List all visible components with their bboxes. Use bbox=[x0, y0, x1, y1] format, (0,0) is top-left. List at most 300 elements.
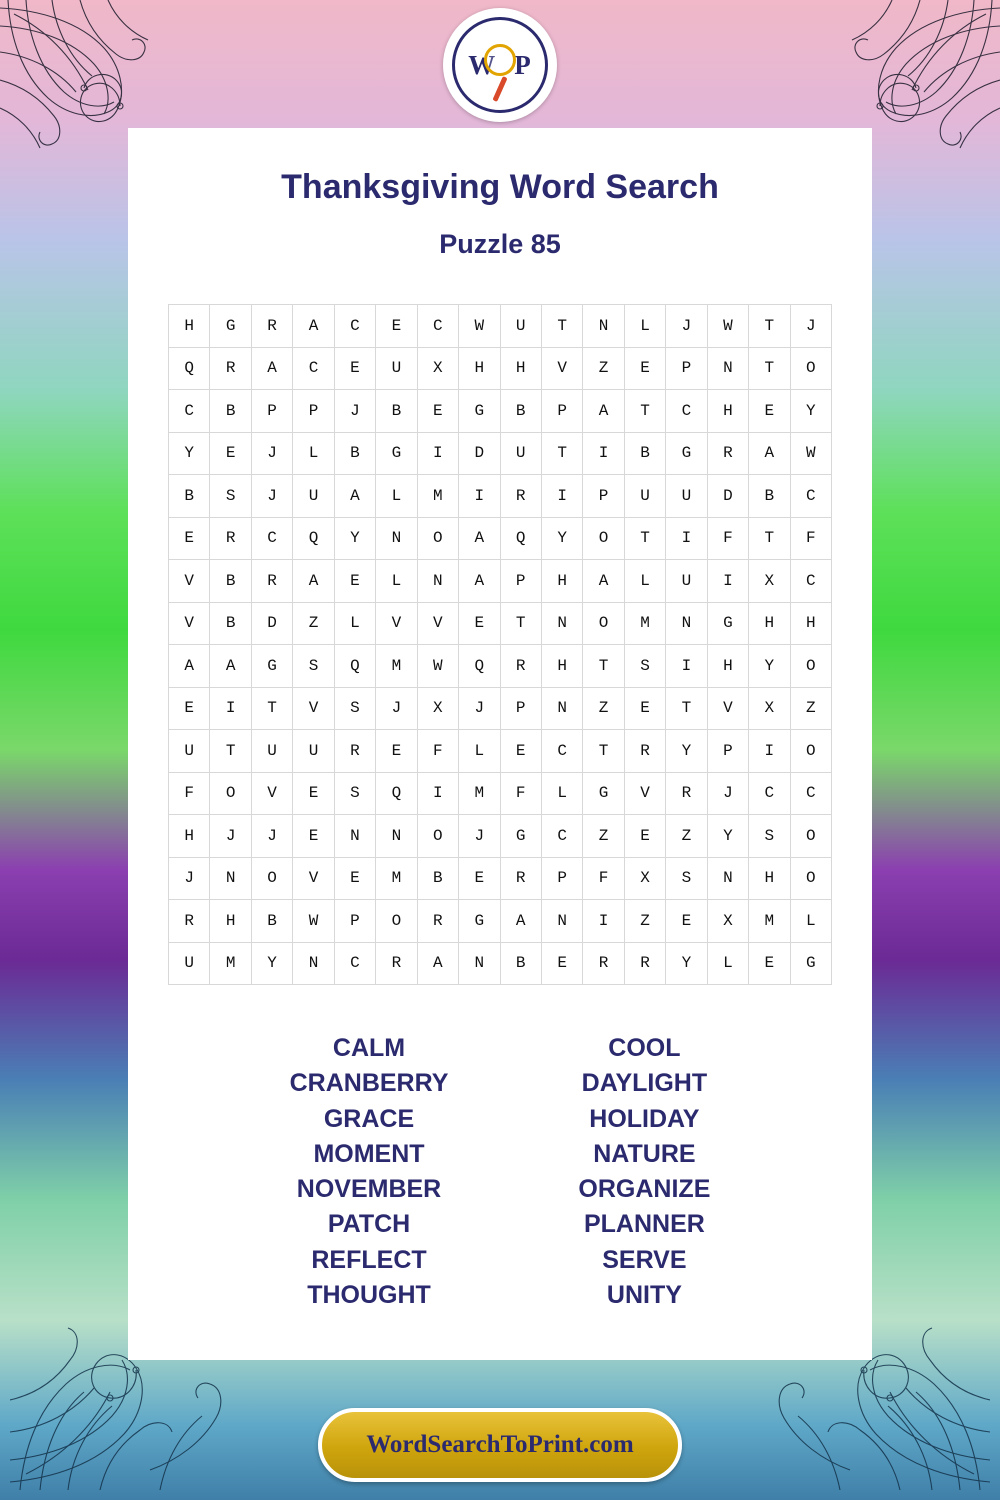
grid-cell[interactable]: S bbox=[334, 687, 375, 730]
grid-cell[interactable]: P bbox=[500, 560, 541, 603]
grid-cell[interactable]: V bbox=[293, 857, 334, 900]
grid-cell[interactable]: H bbox=[541, 645, 582, 688]
grid-cell[interactable]: I bbox=[583, 432, 624, 475]
grid-row bbox=[169, 645, 832, 688]
grid-cell[interactable]: R bbox=[210, 517, 251, 560]
grid-cell[interactable]: E bbox=[624, 815, 665, 858]
grid-cell[interactable]: S bbox=[334, 772, 375, 815]
grid-row bbox=[169, 560, 832, 603]
grid-cell[interactable]: C bbox=[790, 560, 831, 603]
grid-cell[interactable]: L bbox=[624, 560, 665, 603]
grid-cell[interactable]: H bbox=[790, 602, 831, 645]
grid-row bbox=[169, 305, 832, 348]
word-list-item: CALM bbox=[332, 1034, 406, 1062]
grid-cell[interactable]: T bbox=[749, 305, 790, 348]
grid-cell[interactable]: C bbox=[541, 730, 582, 773]
grid-cell[interactable]: R bbox=[376, 942, 417, 985]
grid-cell[interactable]: N bbox=[541, 900, 582, 943]
grid-cell[interactable]: A bbox=[334, 475, 375, 518]
grid-cell[interactable]: C bbox=[334, 305, 375, 348]
grid-cell[interactable]: B bbox=[749, 475, 790, 518]
grid-cell[interactable]: A bbox=[293, 305, 334, 348]
grid-cell[interactable]: T bbox=[624, 390, 665, 433]
word-list-column-right bbox=[578, 1035, 710, 1308]
grid-cell[interactable]: Y bbox=[169, 432, 210, 475]
grid-cell[interactable]: Q bbox=[169, 347, 210, 390]
grid-cell[interactable]: R bbox=[251, 305, 292, 348]
grid-cell[interactable]: J bbox=[334, 390, 375, 433]
grid-cell[interactable]: V bbox=[541, 347, 582, 390]
grid-cell[interactable]: V bbox=[169, 560, 210, 603]
grid-cell[interactable]: O bbox=[790, 645, 831, 688]
grid-row bbox=[169, 942, 832, 985]
grid-cell[interactable]: P bbox=[293, 390, 334, 433]
grid-cell[interactable]: T bbox=[541, 432, 582, 475]
word-list-item: SERVE bbox=[602, 1245, 687, 1274]
grid-cell[interactable]: E bbox=[749, 390, 790, 433]
grid-cell[interactable]: L bbox=[541, 772, 582, 815]
grid-cell[interactable]: F bbox=[500, 772, 541, 815]
grid-row bbox=[169, 432, 832, 475]
grid-cell[interactable]: N bbox=[376, 517, 417, 560]
grid-cell[interactable]: R bbox=[334, 730, 375, 773]
grid-row bbox=[169, 772, 832, 815]
grid-cell[interactable]: E bbox=[293, 772, 334, 815]
grid-cell[interactable]: N bbox=[707, 857, 748, 900]
word-list-item: GRACE bbox=[323, 1104, 415, 1133]
grid-cell[interactable]: T bbox=[749, 347, 790, 390]
grid-cell[interactable]: N bbox=[210, 857, 251, 900]
grid-cell[interactable]: E bbox=[417, 390, 458, 433]
grid-cell[interactable]: O bbox=[417, 517, 458, 560]
grid-cell[interactable]: A bbox=[459, 560, 500, 603]
grid-cell[interactable]: A bbox=[210, 645, 251, 688]
grid-cell[interactable]: C bbox=[293, 347, 334, 390]
grid-cell[interactable]: J bbox=[376, 687, 417, 730]
grid-cell[interactable]: J bbox=[251, 475, 292, 518]
grid-cell[interactable]: E bbox=[624, 687, 665, 730]
grid-cell[interactable]: Z bbox=[583, 347, 624, 390]
grid-cell[interactable]: Z bbox=[666, 815, 707, 858]
grid-cell[interactable]: N bbox=[459, 942, 500, 985]
grid-cell[interactable]: Z bbox=[624, 900, 665, 943]
grid-cell[interactable]: I bbox=[417, 772, 458, 815]
grid-cell[interactable]: M bbox=[459, 772, 500, 815]
grid-cell[interactable]: M bbox=[624, 602, 665, 645]
word-list-item: REFLECT bbox=[311, 1245, 427, 1274]
grid-cell[interactable]: H bbox=[707, 645, 748, 688]
grid-cell[interactable]: T bbox=[251, 687, 292, 730]
grid-cell[interactable]: R bbox=[169, 900, 210, 943]
grid-cell[interactable]: G bbox=[666, 432, 707, 475]
grid-cell[interactable]: N bbox=[583, 305, 624, 348]
grid-cell[interactable]: O bbox=[790, 857, 831, 900]
grid-cell[interactable]: P bbox=[666, 347, 707, 390]
grid-cell[interactable]: C bbox=[417, 305, 458, 348]
word-search-grid bbox=[168, 304, 832, 985]
grid-cell[interactable]: J bbox=[251, 432, 292, 475]
grid-cell[interactable]: Z bbox=[583, 815, 624, 858]
grid-cell[interactable]: G bbox=[583, 772, 624, 815]
grid-cell[interactable]: S bbox=[749, 815, 790, 858]
grid-cell[interactable]: L bbox=[707, 942, 748, 985]
grid-cell[interactable]: C bbox=[790, 772, 831, 815]
grid-cell[interactable]: J bbox=[790, 305, 831, 348]
grid-cell[interactable]: T bbox=[210, 730, 251, 773]
grid-cell[interactable]: N bbox=[541, 687, 582, 730]
grid-cell[interactable]: I bbox=[541, 475, 582, 518]
grid-cell[interactable]: P bbox=[583, 475, 624, 518]
grid-cell[interactable]: I bbox=[666, 517, 707, 560]
grid-cell[interactable]: L bbox=[376, 475, 417, 518]
grid-cell[interactable]: F bbox=[583, 857, 624, 900]
grid-cell[interactable]: R bbox=[251, 560, 292, 603]
grid-cell[interactable]: M bbox=[417, 475, 458, 518]
grid-cell[interactable]: G bbox=[790, 942, 831, 985]
grid-cell[interactable]: L bbox=[624, 305, 665, 348]
puzzle-sheet bbox=[128, 128, 872, 1360]
grid-cell[interactable]: R bbox=[500, 475, 541, 518]
grid-cell[interactable]: O bbox=[583, 517, 624, 560]
grid-cell[interactable]: G bbox=[210, 305, 251, 348]
grid-cell[interactable]: V bbox=[624, 772, 665, 815]
grid-cell[interactable]: E bbox=[459, 602, 500, 645]
grid-row bbox=[169, 687, 832, 730]
grid-cell[interactable]: U bbox=[251, 730, 292, 773]
grid-cell[interactable]: N bbox=[541, 602, 582, 645]
grid-row bbox=[169, 730, 832, 773]
grid-cell[interactable]: H bbox=[210, 900, 251, 943]
grid-cell[interactable]: U bbox=[500, 305, 541, 348]
grid-cell[interactable]: L bbox=[376, 560, 417, 603]
grid-cell[interactable]: A bbox=[417, 942, 458, 985]
letter-grid-table bbox=[168, 304, 832, 985]
grid-cell[interactable]: X bbox=[749, 560, 790, 603]
grid-cell[interactable]: N bbox=[293, 942, 334, 985]
grid-cell[interactable]: B bbox=[210, 560, 251, 603]
grid-cell[interactable]: H bbox=[749, 857, 790, 900]
word-list-item: NOVEMBER bbox=[296, 1175, 442, 1203]
grid-cell[interactable]: E bbox=[169, 517, 210, 560]
grid-cell[interactable]: Y bbox=[541, 517, 582, 560]
grid-cell[interactable]: U bbox=[169, 942, 210, 985]
grid-cell[interactable]: B bbox=[251, 900, 292, 943]
grid-row bbox=[169, 857, 832, 900]
grid-cell[interactable]: B bbox=[334, 432, 375, 475]
grid-cell[interactable]: T bbox=[583, 730, 624, 773]
grid-cell[interactable]: P bbox=[334, 900, 375, 943]
grid-cell[interactable]: V bbox=[169, 602, 210, 645]
grid-cell[interactable]: J bbox=[707, 772, 748, 815]
grid-cell[interactable]: C bbox=[251, 517, 292, 560]
grid-cell[interactable]: O bbox=[376, 900, 417, 943]
grid-cell[interactable]: T bbox=[666, 687, 707, 730]
grid-cell[interactable]: E bbox=[749, 942, 790, 985]
grid-cell[interactable]: V bbox=[417, 602, 458, 645]
grid-cell[interactable]: U bbox=[624, 475, 665, 518]
grid-row bbox=[169, 390, 832, 433]
grid-cell[interactable]: T bbox=[500, 602, 541, 645]
grid-cell[interactable]: R bbox=[666, 772, 707, 815]
grid-cell[interactable]: I bbox=[666, 645, 707, 688]
grid-cell[interactable]: R bbox=[707, 432, 748, 475]
grid-cell[interactable]: U bbox=[500, 432, 541, 475]
grid-cell[interactable]: S bbox=[293, 645, 334, 688]
grid-cell[interactable]: G bbox=[500, 815, 541, 858]
grid-cell[interactable]: G bbox=[707, 602, 748, 645]
grid-cell[interactable]: B bbox=[376, 390, 417, 433]
grid-cell[interactable]: O bbox=[417, 815, 458, 858]
grid-row bbox=[169, 517, 832, 560]
word-list-column-left bbox=[290, 1035, 449, 1308]
grid-cell[interactable]: O bbox=[790, 730, 831, 773]
grid-cell[interactable]: V bbox=[293, 687, 334, 730]
grid-cell[interactable]: H bbox=[749, 602, 790, 645]
word-list-item: MOMENT bbox=[313, 1139, 425, 1168]
grid-cell[interactable]: P bbox=[707, 730, 748, 773]
grid-cell[interactable]: J bbox=[666, 305, 707, 348]
grid-cell[interactable]: E bbox=[541, 942, 582, 985]
grid-cell[interactable]: G bbox=[376, 432, 417, 475]
grid-cell[interactable]: U bbox=[666, 560, 707, 603]
grid-cell[interactable]: A bbox=[583, 560, 624, 603]
grid-cell[interactable]: T bbox=[749, 517, 790, 560]
grid-cell[interactable]: H bbox=[169, 815, 210, 858]
puzzle-number: Puzzle 85 bbox=[439, 229, 561, 259]
grid-cell[interactable]: O bbox=[790, 347, 831, 390]
grid-cell[interactable]: Z bbox=[790, 687, 831, 730]
grid-cell[interactable]: P bbox=[541, 390, 582, 433]
grid-cell[interactable]: B bbox=[500, 942, 541, 985]
word-list-item: THOUGHT bbox=[307, 1280, 431, 1309]
logo-letter-right: P bbox=[514, 49, 532, 80]
grid-cell[interactable]: V bbox=[251, 772, 292, 815]
grid-cell[interactable]: F bbox=[707, 517, 748, 560]
grid-row bbox=[169, 815, 832, 858]
grid-cell[interactable]: V bbox=[376, 602, 417, 645]
grid-cell[interactable]: J bbox=[251, 815, 292, 858]
grid-cell[interactable]: N bbox=[707, 347, 748, 390]
grid-cell[interactable]: N bbox=[417, 560, 458, 603]
grid-cell[interactable]: G bbox=[459, 900, 500, 943]
grid-cell[interactable]: X bbox=[417, 347, 458, 390]
word-list-item: CRANBERRY bbox=[289, 1069, 449, 1098]
grid-cell[interactable]: R bbox=[500, 645, 541, 688]
magnifying-glass-icon bbox=[484, 44, 516, 76]
grid-cell[interactable]: I bbox=[459, 475, 500, 518]
grid-cell[interactable]: Q bbox=[500, 517, 541, 560]
grid-cell[interactable]: W bbox=[459, 305, 500, 348]
grid-cell[interactable]: B bbox=[500, 390, 541, 433]
grid-cell[interactable]: A bbox=[749, 432, 790, 475]
page-title: Thanksgiving Word Search bbox=[281, 168, 719, 206]
grid-cell[interactable]: E bbox=[624, 347, 665, 390]
grid-cell[interactable]: R bbox=[500, 857, 541, 900]
grid-cell[interactable]: E bbox=[500, 730, 541, 773]
grid-cell[interactable]: X bbox=[417, 687, 458, 730]
grid-cell[interactable]: B bbox=[169, 475, 210, 518]
grid-cell[interactable]: D bbox=[459, 432, 500, 475]
grid-cell[interactable]: J bbox=[210, 815, 251, 858]
grid-cell[interactable]: R bbox=[624, 942, 665, 985]
grid-cell[interactable]: W bbox=[293, 900, 334, 943]
grid-cell[interactable]: E bbox=[666, 900, 707, 943]
grid-cell[interactable]: N bbox=[334, 815, 375, 858]
grid-cell[interactable]: J bbox=[459, 687, 500, 730]
grid-row bbox=[169, 347, 832, 390]
grid-cell[interactable]: R bbox=[624, 730, 665, 773]
grid-cell[interactable]: H bbox=[541, 560, 582, 603]
grid-cell[interactable]: Y bbox=[666, 730, 707, 773]
grid-cell[interactable]: P bbox=[541, 857, 582, 900]
grid-cell[interactable]: S bbox=[624, 645, 665, 688]
word-list-item: UNITY bbox=[606, 1280, 682, 1309]
grid-cell[interactable]: D bbox=[251, 602, 292, 645]
word-list-item: NATURE bbox=[593, 1139, 696, 1168]
grid-cell[interactable]: E bbox=[293, 815, 334, 858]
grid-cell[interactable]: X bbox=[749, 687, 790, 730]
grid-cell[interactable]: J bbox=[169, 857, 210, 900]
grid-cell[interactable]: H bbox=[500, 347, 541, 390]
grid-cell[interactable]: C bbox=[749, 772, 790, 815]
grid-cell[interactable]: C bbox=[790, 475, 831, 518]
grid-cell[interactable]: Q bbox=[376, 772, 417, 815]
grid-cell[interactable]: C bbox=[334, 942, 375, 985]
grid-row bbox=[169, 900, 832, 943]
word-list-item: HOLIDAY bbox=[589, 1104, 700, 1133]
grid-cell[interactable]: H bbox=[459, 347, 500, 390]
grid-cell[interactable]: Q bbox=[334, 645, 375, 688]
grid-cell[interactable]: I bbox=[749, 730, 790, 773]
grid-cell[interactable]: Z bbox=[583, 687, 624, 730]
grid-cell[interactable]: Q bbox=[293, 517, 334, 560]
grid-cell[interactable]: Z bbox=[293, 602, 334, 645]
grid-cell[interactable]: B bbox=[210, 390, 251, 433]
grid-cell[interactable]: Y bbox=[334, 517, 375, 560]
grid-cell[interactable]: W bbox=[707, 305, 748, 348]
grid-cell[interactable]: T bbox=[583, 645, 624, 688]
grid-cell[interactable]: X bbox=[707, 900, 748, 943]
grid-cell[interactable]: E bbox=[169, 687, 210, 730]
grid-cell[interactable]: E bbox=[334, 560, 375, 603]
grid-cell[interactable]: B bbox=[624, 432, 665, 475]
grid-cell[interactable]: V bbox=[707, 687, 748, 730]
grid-cell[interactable]: Y bbox=[251, 942, 292, 985]
grid-cell[interactable]: M bbox=[210, 942, 251, 985]
grid-cell[interactable]: U bbox=[376, 347, 417, 390]
word-list-item: COOL bbox=[608, 1034, 681, 1062]
logo-letter-left: W bbox=[468, 49, 497, 80]
grid-cell[interactable]: B bbox=[417, 857, 458, 900]
grid-cell[interactable]: E bbox=[334, 857, 375, 900]
grid-cell[interactable]: A bbox=[293, 560, 334, 603]
grid-cell[interactable]: U bbox=[293, 475, 334, 518]
grid-cell[interactable]: Q bbox=[459, 645, 500, 688]
grid-cell[interactable]: T bbox=[541, 305, 582, 348]
grid-cell[interactable]: E bbox=[376, 305, 417, 348]
grid-cell[interactable]: L bbox=[790, 900, 831, 943]
grid-cell[interactable]: E bbox=[334, 347, 375, 390]
grid-cell[interactable]: W bbox=[790, 432, 831, 475]
grid-cell[interactable]: R bbox=[583, 942, 624, 985]
grid-cell[interactable]: R bbox=[417, 900, 458, 943]
grid-cell[interactable]: X bbox=[624, 857, 665, 900]
word-list-item: DAYLIGHT bbox=[581, 1069, 708, 1098]
grid-cell[interactable]: S bbox=[210, 475, 251, 518]
grid-cell[interactable]: G bbox=[251, 645, 292, 688]
grid-cell[interactable]: A bbox=[459, 517, 500, 560]
grid-cell[interactable]: D bbox=[707, 475, 748, 518]
grid-cell[interactable]: L bbox=[459, 730, 500, 773]
website-badge[interactable] bbox=[318, 1408, 682, 1482]
grid-cell[interactable]: S bbox=[666, 857, 707, 900]
grid-cell[interactable]: E bbox=[376, 730, 417, 773]
grid-cell[interactable]: L bbox=[334, 602, 375, 645]
grid-cell[interactable]: I bbox=[210, 687, 251, 730]
grid-cell[interactable]: A bbox=[251, 347, 292, 390]
grid-cell[interactable]: I bbox=[707, 560, 748, 603]
grid-cell[interactable]: E bbox=[210, 432, 251, 475]
grid-cell[interactable]: Y bbox=[749, 645, 790, 688]
grid-cell[interactable]: M bbox=[376, 857, 417, 900]
word-list-item: PLANNER bbox=[583, 1210, 705, 1239]
grid-cell[interactable]: J bbox=[459, 815, 500, 858]
grid-cell[interactable]: P bbox=[500, 687, 541, 730]
grid-cell[interactable]: O bbox=[210, 772, 251, 815]
grid-cell[interactable]: N bbox=[376, 815, 417, 858]
grid-cell[interactable]: F bbox=[417, 730, 458, 773]
grid-cell[interactable]: M bbox=[376, 645, 417, 688]
grid-cell[interactable]: O bbox=[583, 602, 624, 645]
grid-cell[interactable]: O bbox=[251, 857, 292, 900]
grid-cell[interactable]: U bbox=[666, 475, 707, 518]
grid-cell[interactable]: E bbox=[459, 857, 500, 900]
grid-cell[interactable]: T bbox=[624, 517, 665, 560]
grid-cell[interactable]: N bbox=[666, 602, 707, 645]
word-list-item: ORGANIZE bbox=[578, 1175, 711, 1203]
grid-cell[interactable]: C bbox=[541, 815, 582, 858]
grid-row bbox=[169, 602, 832, 645]
grid-cell[interactable]: I bbox=[417, 432, 458, 475]
grid-cell[interactable]: A bbox=[500, 900, 541, 943]
grid-cell[interactable]: H bbox=[169, 305, 210, 348]
grid-cell[interactable]: I bbox=[583, 900, 624, 943]
grid-cell[interactable]: F bbox=[169, 772, 210, 815]
grid-cell[interactable]: Y bbox=[666, 942, 707, 985]
grid-cell[interactable]: B bbox=[210, 602, 251, 645]
grid-cell[interactable]: G bbox=[459, 390, 500, 433]
grid-cell[interactable]: A bbox=[169, 645, 210, 688]
grid-cell[interactable]: H bbox=[707, 390, 748, 433]
grid-cell[interactable]: U bbox=[169, 730, 210, 773]
site-logo bbox=[443, 8, 557, 122]
grid-cell[interactable]: Y bbox=[707, 815, 748, 858]
grid-cell[interactable]: Y bbox=[790, 390, 831, 433]
grid-cell[interactable]: W bbox=[417, 645, 458, 688]
letter-grid-body bbox=[169, 305, 832, 985]
grid-cell[interactable]: O bbox=[790, 815, 831, 858]
grid-cell[interactable]: C bbox=[666, 390, 707, 433]
word-list bbox=[170, 1035, 830, 1308]
grid-cell[interactable]: P bbox=[251, 390, 292, 433]
grid-cell[interactable]: U bbox=[293, 730, 334, 773]
grid-cell[interactable]: F bbox=[790, 517, 831, 560]
grid-cell[interactable]: M bbox=[749, 900, 790, 943]
grid-cell[interactable]: R bbox=[210, 347, 251, 390]
grid-cell[interactable]: A bbox=[583, 390, 624, 433]
grid-cell[interactable]: C bbox=[169, 390, 210, 433]
grid-cell[interactable]: L bbox=[293, 432, 334, 475]
